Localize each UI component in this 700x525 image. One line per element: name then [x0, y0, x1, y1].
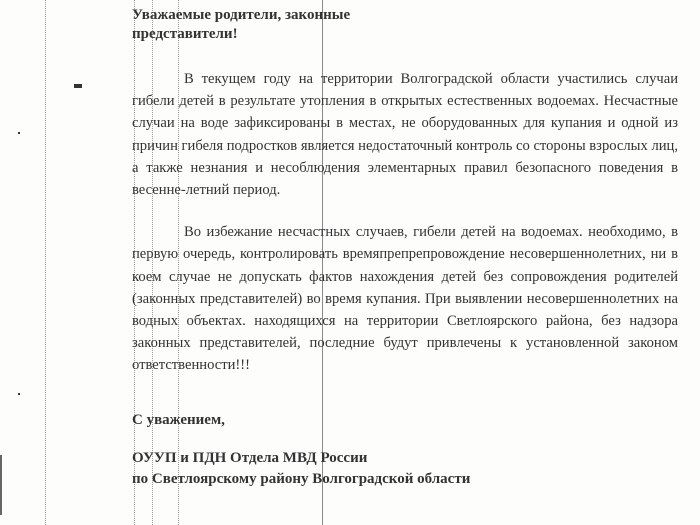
signature-block — [132, 448, 470, 490]
paragraph: В текущем году на территории Волгоградской области участились случаи гибели детей в результате утопления в открытых естественных водоемах. Несчастные случаи на воде зафиксированы в местах, не оборудованных для купания и одной из причин гибеля подростков является недостаточный контроль со стороны взрослых лиц, а также незнания и несоблюдения элементарных правил безопасного поведения в весенне-летний период. — [132, 71, 678, 199]
scan-artifact-line — [45, 0, 46, 525]
scan-speck — [18, 393, 20, 395]
letter-body — [132, 68, 678, 377]
scan-speck — [18, 132, 20, 134]
paragraph: Во избежание несчастных случаев, гибели детей на водоемах. необходимо, в первую очередь, контролировать времяпрепрепровождение несовершеннолетних, ни в коем случае не допускать фактов нахождения детей без сопровождения родителей (законных представителей) во время купания. При выявлении несовершеннолетних на водных объектах. находящихся на территории Светлоярского района, без надзора законных представителей, последние будут привлечены к установленной законом ответственности!!! — [132, 224, 678, 374]
greeting: Уважаемые родители, законные представители! — [132, 7, 351, 42]
scan-speck — [0, 455, 2, 515]
signature-line: ОУУП и ПДН Отдела МВД России — [132, 450, 368, 466]
scan-speck — [74, 84, 82, 88]
signature-line: по Светлоярскому району Волгоградской области — [132, 471, 471, 487]
closing-phrase: С уважением, — [132, 412, 225, 428]
